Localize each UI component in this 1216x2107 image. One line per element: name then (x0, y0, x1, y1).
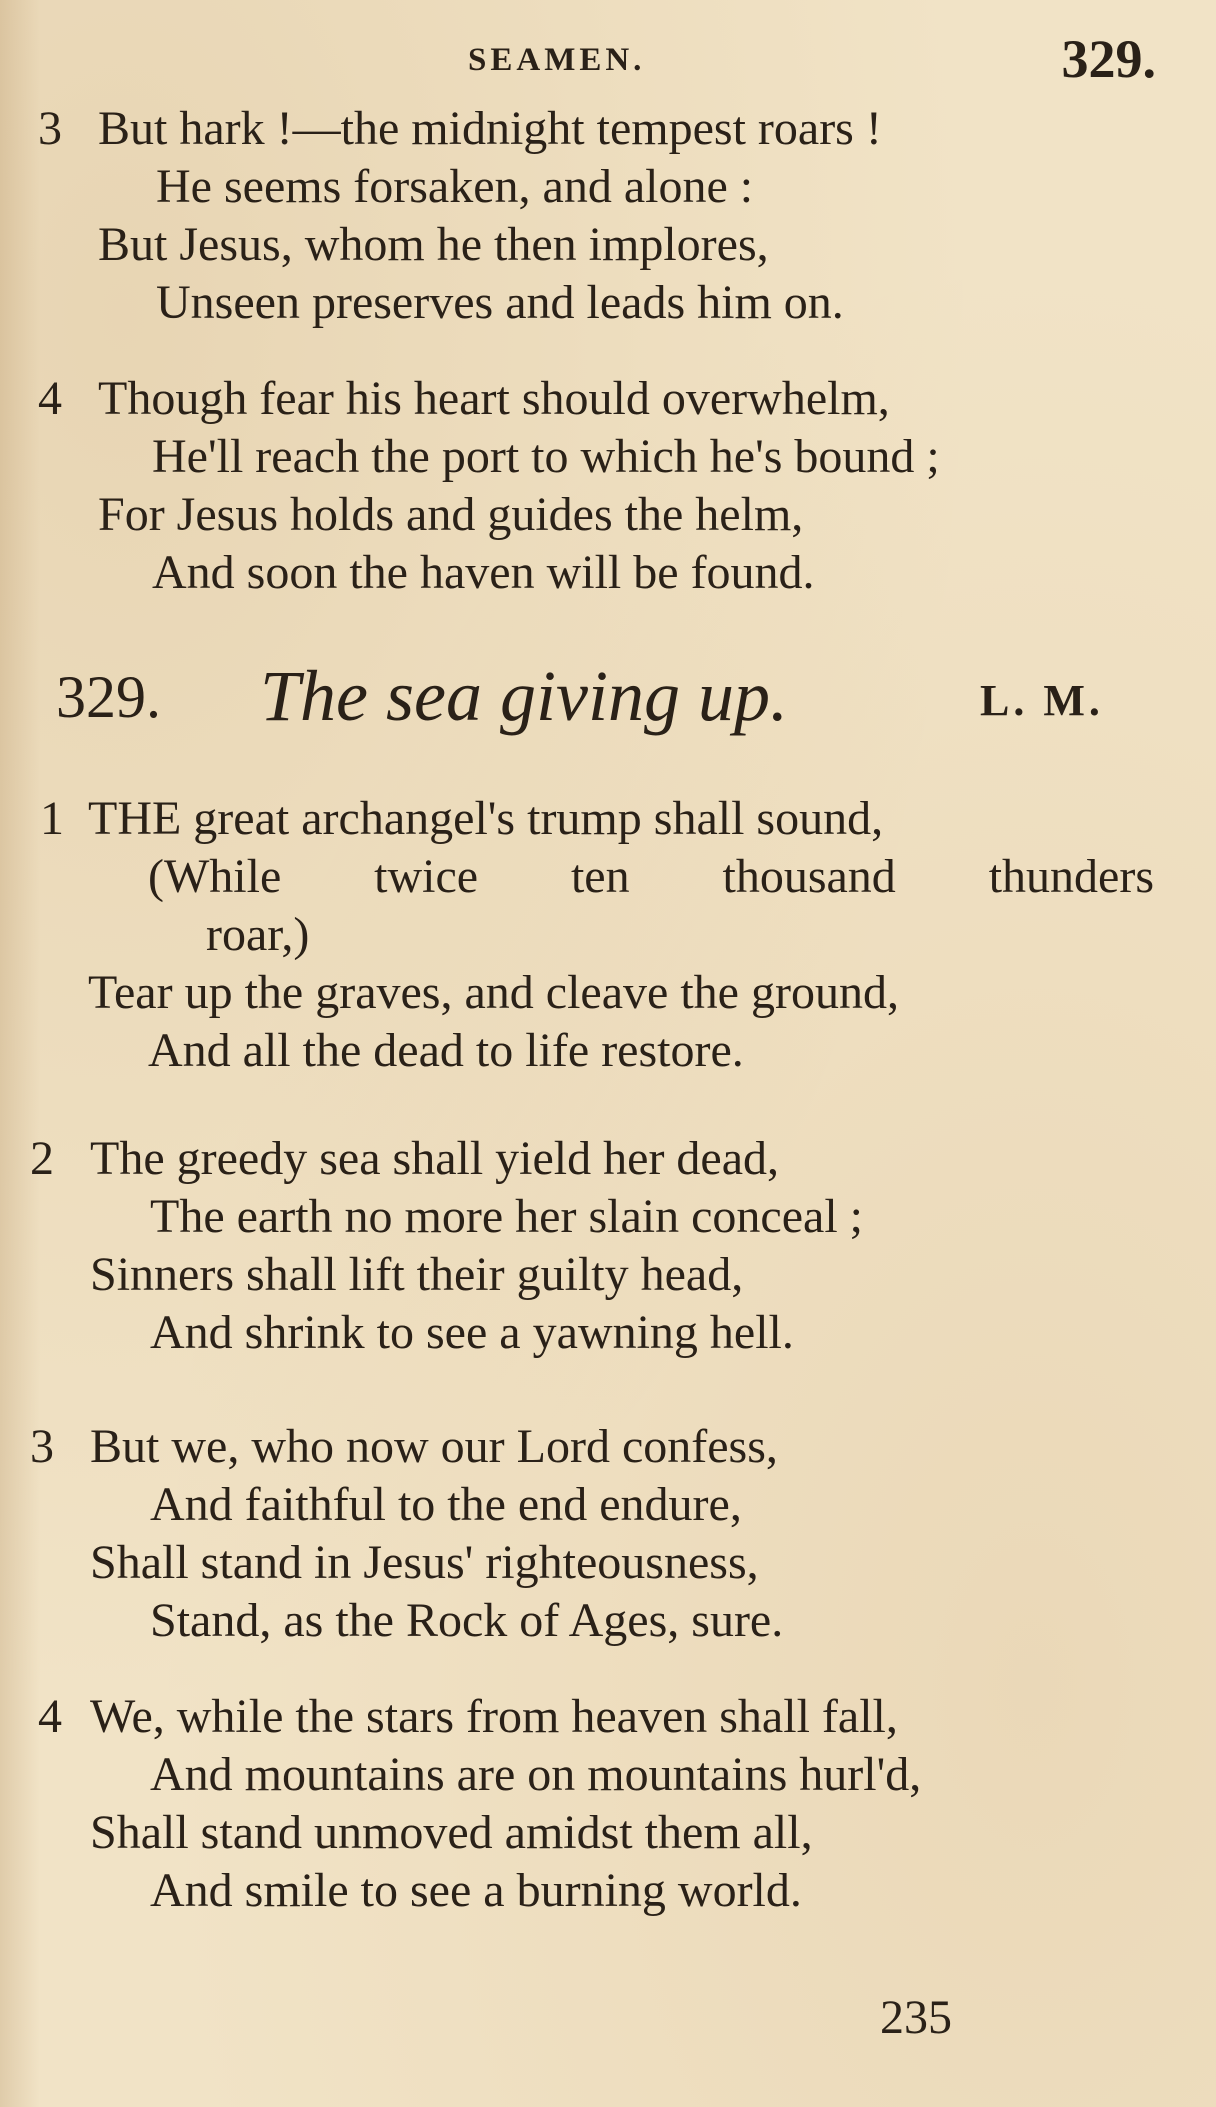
verse-line: He seems forsaken, and alone : (156, 160, 754, 213)
verse-line: And smile to see a burning world. (150, 1864, 802, 1917)
verse-number: 2 (30, 1132, 54, 1185)
verse-line: Though fear his heart should overwhelm, (98, 372, 890, 425)
hymn-meter: L. M. (980, 676, 1104, 725)
verse-line: But Jesus, whom he then implores, (98, 218, 769, 271)
verse-line: He'll reach the port to which he's bound ; (152, 430, 940, 483)
verse-number: 4 (38, 372, 62, 425)
verse-line: (While twice ten thousand thunders (148, 850, 1154, 903)
verse-number: 1 (40, 792, 64, 845)
verse-line: And faithful to the end endure, (150, 1478, 742, 1531)
verse-number: 3 (38, 102, 62, 155)
verse-line: Stand, as the Rock of Ages, sure. (150, 1594, 784, 1647)
verse-line: But hark !—the midnight tempest roars ! (98, 102, 882, 155)
hymn-number: 329. (56, 664, 161, 730)
verse-line: And soon the haven will be found. (152, 546, 815, 599)
verse-line: roar,) (206, 908, 310, 961)
page-number-top: 329. (1061, 29, 1156, 89)
verse-line: Shall stand unmoved amidst them all, (90, 1806, 813, 1859)
page-header (0, 28, 1216, 88)
verse-line: The earth no more her slain conceal ; (150, 1190, 864, 1243)
hymn-heading (0, 655, 1216, 745)
verse-line: For Jesus holds and guides the helm, (98, 488, 804, 541)
verse-line: And all the dead to life restore. (148, 1024, 744, 1077)
verse-line: The greedy sea shall yield her dead, (90, 1132, 780, 1185)
hymn-title: The sea giving up. (260, 656, 788, 736)
page-number-bottom: 235 (880, 1991, 952, 2044)
verse-number: 4 (38, 1690, 62, 1743)
verse-line: Shall stand in Jesus' righteousness, (90, 1536, 759, 1589)
verse-line: And shrink to see a yawning hell. (150, 1306, 794, 1359)
verse-line: Unseen preserves and leads him on. (156, 276, 844, 329)
verse-line: Sinners shall lift their guilty head, (90, 1248, 744, 1301)
verse-number: 3 (30, 1420, 54, 1473)
running-head: SEAMEN. (468, 42, 646, 78)
verse-line: We, while the stars from heaven shall fall, (90, 1690, 898, 1743)
verse-line: Tear up the graves, and cleave the ground, (88, 966, 899, 1019)
verse-line: THE great archangel's trump shall sound, (88, 792, 884, 845)
verse-line: But we, who now our Lord confess, (90, 1420, 778, 1473)
verse-line: And mountains are on mountains hurl'd, (150, 1748, 922, 1801)
